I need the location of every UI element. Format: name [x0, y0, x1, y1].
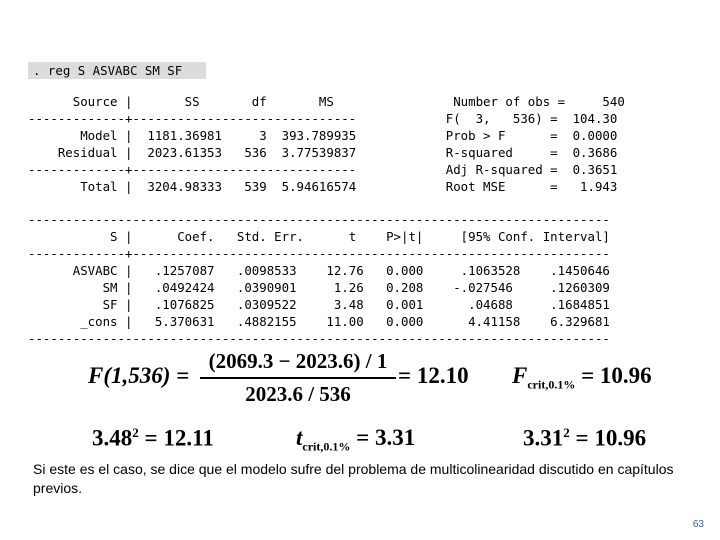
f-result: = 12.10	[398, 363, 469, 388]
fraction-line	[200, 377, 396, 379]
coef-line: ------------------------------------------------------------------------------	[28, 212, 610, 228]
explanatory-note: Si este es el caso, se dice que el modelo sufre del problema de multicolinearidad discutido en capítulos previos.	[33, 461, 674, 496]
t-squared	[92, 425, 214, 452]
command-text: . reg S ASVABC SM SF	[33, 63, 183, 78]
t-squared-base: 3.48	[92, 425, 133, 451]
anova-line: Total | 3204.98333 539 5.94616574 Root MSE = 1.943	[28, 178, 618, 194]
anova-line: Source | SS df MS Number of obs = 540	[28, 94, 625, 109]
t-crit-squared-value: = 10.96	[575, 425, 647, 451]
anova-line: -------------+------------------------------ F( 3, 536) = 104.30	[28, 110, 618, 126]
f-denominator: 2023.6 / 536	[245, 382, 351, 406]
f-crit-symbol: F	[512, 363, 528, 388]
t-crit-squared-exponent: 2	[563, 425, 570, 440]
coef-line: S | Coef. Std. Err. t P>|t| [95% Conf. Interval]	[28, 229, 610, 245]
anova-line: -------------+------------------------------ Adj R-squared = 0.3651	[28, 161, 618, 177]
coef-line: SM | .0492424 .0390901 1.26 0.208 -.027546 .1260309	[28, 279, 610, 295]
f-crit-subscript: crit,0.1%	[527, 377, 576, 392]
t-crit-symbol: t	[296, 425, 303, 450]
regression-output	[28, 94, 625, 348]
t-squared-value: = 12.11	[144, 425, 214, 451]
f-crit-value: = 10.96	[581, 363, 652, 388]
t-critical	[296, 425, 415, 455]
page-number: 63	[692, 519, 704, 530]
t-critical-squared	[523, 425, 646, 452]
coef-line: SF | .1076825 .0309522 3.48 0.001 .04688 .1684851	[28, 296, 610, 312]
f-statistic-lhs: F(1,536) =	[88, 363, 190, 388]
coef-line: ASVABC | .1257087 .0098533 12.76 0.000 .1063528 .1450646	[28, 263, 610, 279]
t-crit-value: = 3.31	[356, 425, 416, 450]
coef-line: ------------------------------------------------------------------------------	[28, 330, 610, 346]
t-crit-subscript: crit,0.1%	[302, 439, 351, 454]
t-crit-squared-base: 3.31	[523, 425, 564, 451]
coef-line: -------------+----------------------------------------------------------------	[28, 246, 610, 262]
f-critical	[512, 363, 652, 393]
anova-line: Model | 1181.36981 3 393.789935 Prob > F = 0.0000	[28, 127, 618, 143]
coef-line: _cons | 5.370631 .4882155 11.00 0.000 4.41158 6.329681	[28, 313, 610, 329]
t-squared-exponent: 2	[132, 425, 139, 440]
anova-line: Residual | 2023.61353 536 3.77539837 R-squared = 0.3686	[28, 144, 618, 160]
f-numerator: (2069.3 − 2023.6) / 1	[208, 349, 388, 373]
